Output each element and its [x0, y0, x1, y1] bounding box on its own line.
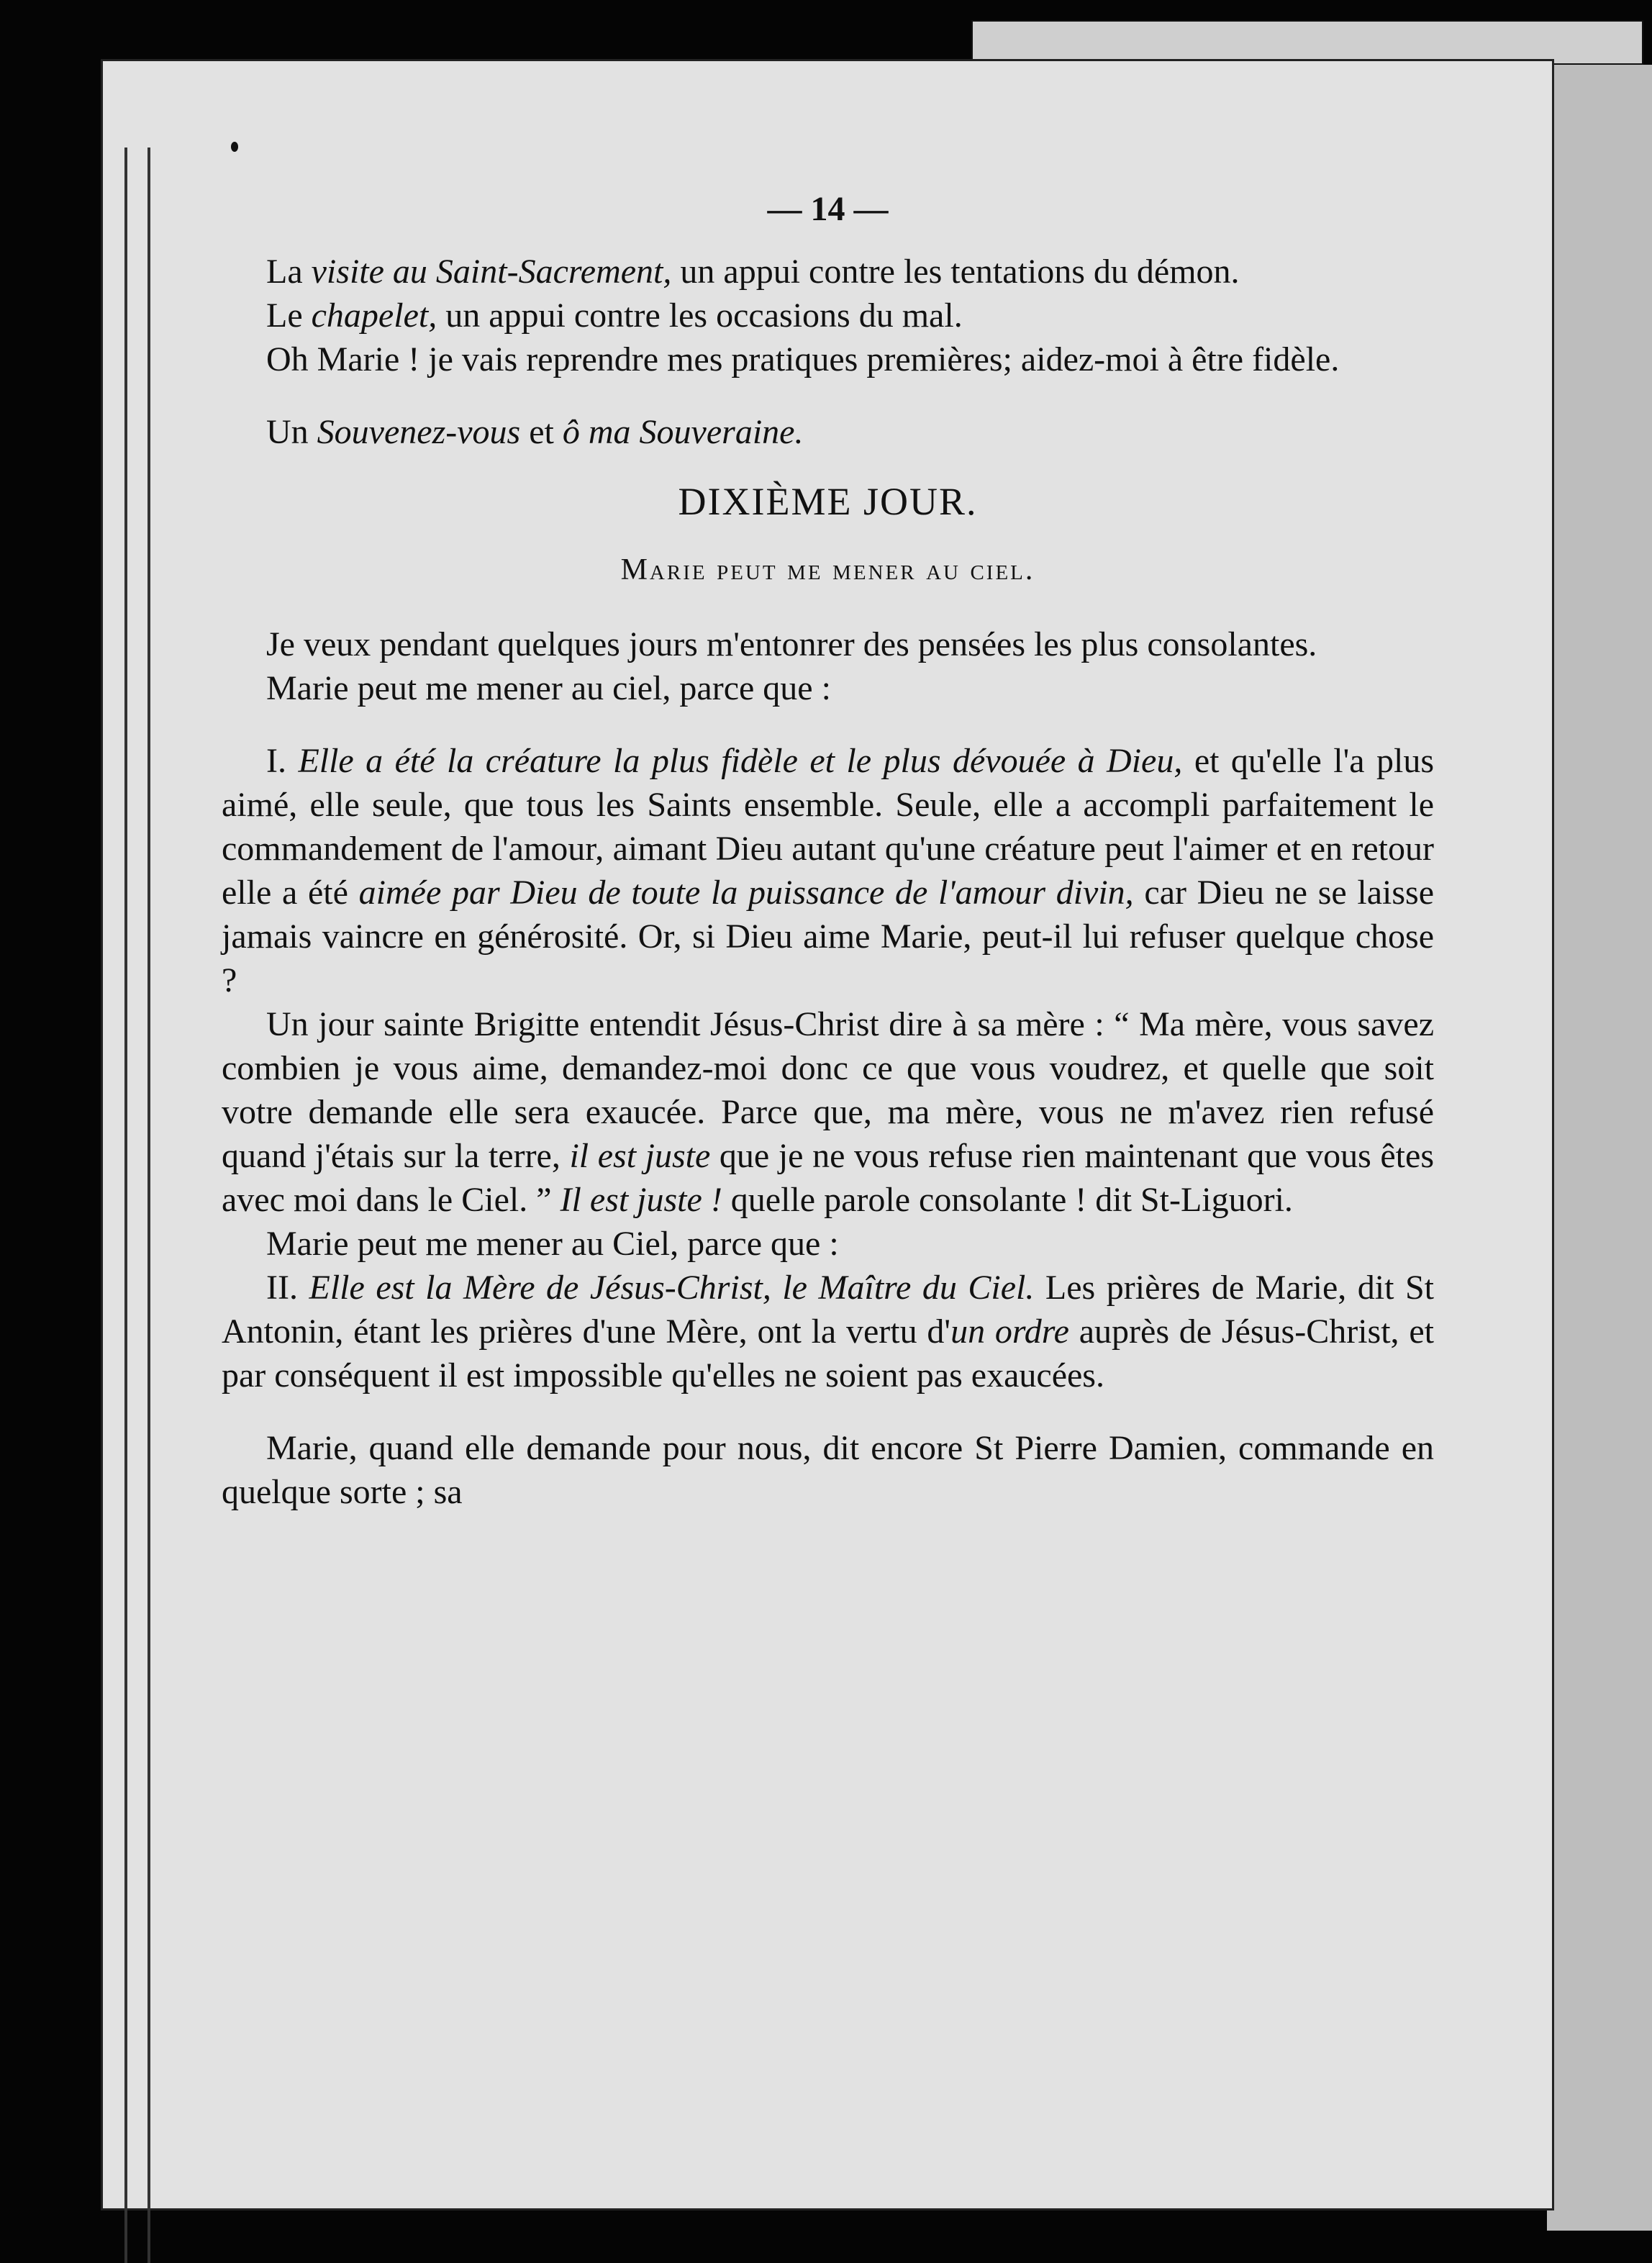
body-paragraphs	[222, 622, 1434, 1514]
paragraph	[222, 1002, 1434, 1222]
italic-text: chapelet,	[311, 296, 437, 335]
book-page	[101, 59, 1554, 2210]
text-run: Le	[266, 296, 312, 335]
scan-tab-strip	[971, 20, 1643, 65]
text-run: et	[520, 413, 563, 451]
page-edge-rule	[124, 148, 127, 2263]
text-run: La	[266, 253, 312, 291]
paragraph	[222, 1426, 1434, 1514]
text-run: Marie peut me mener au Ciel, parce que :	[266, 1225, 839, 1263]
paragraph	[222, 666, 1434, 710]
adjacent-page-edge	[1547, 65, 1652, 2231]
paragraph	[222, 410, 1434, 454]
italic-text: aimée par Dieu de toute la puissance de l'amour divin,	[358, 874, 1134, 912]
text-run: un appui contre les occasions du mal.	[437, 296, 963, 335]
text-run: car Dieu ne se laisse jamais vaincre en générosité. Or, si Dieu aime Marie, peut-il lui refuser quelque chose ?	[222, 874, 1435, 999]
ink-dot	[231, 142, 238, 152]
page-edge-rule	[148, 148, 150, 2263]
text-run: et qu'elle l'a plus aimé, elle seule, que tous les Saints ensemble. Seule, elle a accompli parfaitement le commandement de l'amour, aimant Dieu autant qu'une créature peut l'aimer et en retour elle a été	[222, 742, 1435, 912]
text-run: Un	[266, 413, 317, 451]
paragraph	[222, 739, 1434, 1002]
italic-text: Elle a été la créature la plus fidèle et le plus dévouée à Dieu,	[298, 742, 1183, 780]
paragraph	[222, 250, 1434, 294]
italic-text: ô ma Souveraine.	[562, 413, 804, 451]
text-run: quelle parole consolante ! dit St-Liguori.	[722, 1181, 1293, 1219]
italic-text: Il est juste !	[560, 1181, 722, 1219]
chapter-subheading: Marie peut me mener au ciel.	[620, 553, 1035, 586]
text-run: un appui contre les tentations du démon.	[671, 253, 1240, 291]
italic-text: un ordre	[950, 1312, 1069, 1351]
text-run: Marie peut me mener au ciel, parce que :	[266, 669, 831, 707]
text-run: Je veux pendant quelques jours m'entonrer des pensées les plus consolantes.	[266, 625, 1317, 663]
italic-text: visite au Saint-Sacrement,	[311, 253, 672, 291]
page-text	[222, 187, 1434, 1514]
chapter-heading: DIXIÈME JOUR.	[678, 480, 978, 523]
paragraph	[222, 294, 1434, 337]
top-paragraphs	[222, 250, 1434, 454]
text-run: que je ne vous refuse rien maintenant que vous êtes avec moi dans le Ciel. ”	[222, 1137, 1435, 1219]
page-number: — 14 —	[767, 190, 889, 228]
text-run: Les prières de Marie, dit St Antonin, étant les prières d'une Mère, ont la vertu d'	[222, 1269, 1435, 1351]
text-run: Marie, quand elle demande pour nous, dit encore St Pierre Damien, commande en quelque sorte ; sa	[222, 1429, 1434, 1511]
paragraph	[222, 1222, 1434, 1266]
paragraph	[222, 337, 1434, 381]
italic-text: Souvenez-vous	[317, 413, 521, 451]
text-run: II.	[266, 1269, 309, 1307]
text-run: Oh Marie ! je vais reprendre mes pratiques premières; aidez-moi à être fidèle.	[266, 340, 1340, 378]
text-run: auprès de Jésus-Christ, et par conséquent il est impossible qu'elles ne soient pas exaucées.	[222, 1312, 1434, 1394]
paragraph	[222, 1266, 1434, 1397]
paragraph	[222, 622, 1434, 666]
text-run: I.	[266, 742, 299, 780]
text-run: Un jour sainte Brigitte entendit Jésus-Christ dire à sa mère : “ Ma mère, vous savez combien je vous aime, demandez-moi donc ce que vous voudrez, et quelle que soit votre demande elle sera exaucée. Parce que, ma mère, vous ne m'avez rien refusé quand j'étais sur la terre,	[222, 1005, 1434, 1175]
italic-text: il est juste	[569, 1137, 711, 1175]
italic-text: Elle est la Mère de Jésus-Christ, le Maître du Ciel.	[309, 1269, 1035, 1307]
